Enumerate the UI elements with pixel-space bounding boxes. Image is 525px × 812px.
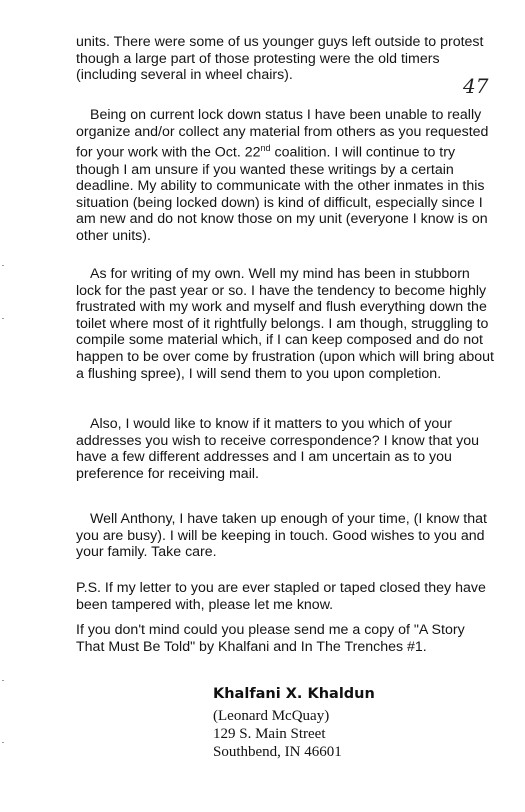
address-city: Southbend, IN 46601 [213, 744, 342, 760]
paragraph-4: Also, I would like to know if it matters to you which of your addresses you wish to receive correspondence? I know that you have a few different addresses and I am uncertain as to you preference for receiving mail. [76, 416, 479, 482]
address-street: 129 S. Main Street [213, 726, 326, 742]
paragraph-2: Being on current lock down status I have been unable to really organize and/or collect any material from others as you requested for your work with the Oct. 22nd coalition. I will continue to try though I am unsure if you wanted these writings by a certain deadline. My ability to communicate with the other inmates in this situation (being locked down) is kind of difficult, especially since I am new and do not know those on my unit (everyone I know is on other units). [76, 107, 489, 244]
margin-mark [2, 318, 4, 319]
legal-name: (Leonard McQuay) [213, 708, 330, 724]
margin-mark [2, 680, 4, 681]
paragraph-3: As for writing of my own. Well my mind has been in stubborn lock for the past year or so. I have the tendency to become highly frustrated with my work and myself and flush everything down the toilet where most of it rightfully belongs. I am though, struggling to compile some material which, if I can keep composed and do not happen to be over come by frustration (upon which will bring about a flushing spree), I will send them to you upon completion. [76, 266, 494, 382]
postscript: P.S. If my letter to you are ever stapled or taped closed they have been tampered with, please let me know. [76, 580, 486, 613]
paragraph-1: units. There were some of us younger guys left outside to protest though a large part of those protesting were the old timers (including several in wheel chairs). [76, 34, 484, 84]
margin-mark [2, 265, 4, 266]
request-paragraph: If you don't mind could you please send me a copy of "A Story That Must Be Told" by Khalfani and In The Trenches #1. [76, 622, 465, 655]
page-number: 47 [463, 74, 489, 98]
signature-name: Khalfani X. Khaldun [213, 686, 375, 702]
paragraph-5: Well Anthony, I have taken up enough of your time, (I know that you are busy). I will be keeping in touch. Good wishes to you and your family. Take care. [76, 511, 487, 561]
margin-mark [2, 742, 4, 743]
